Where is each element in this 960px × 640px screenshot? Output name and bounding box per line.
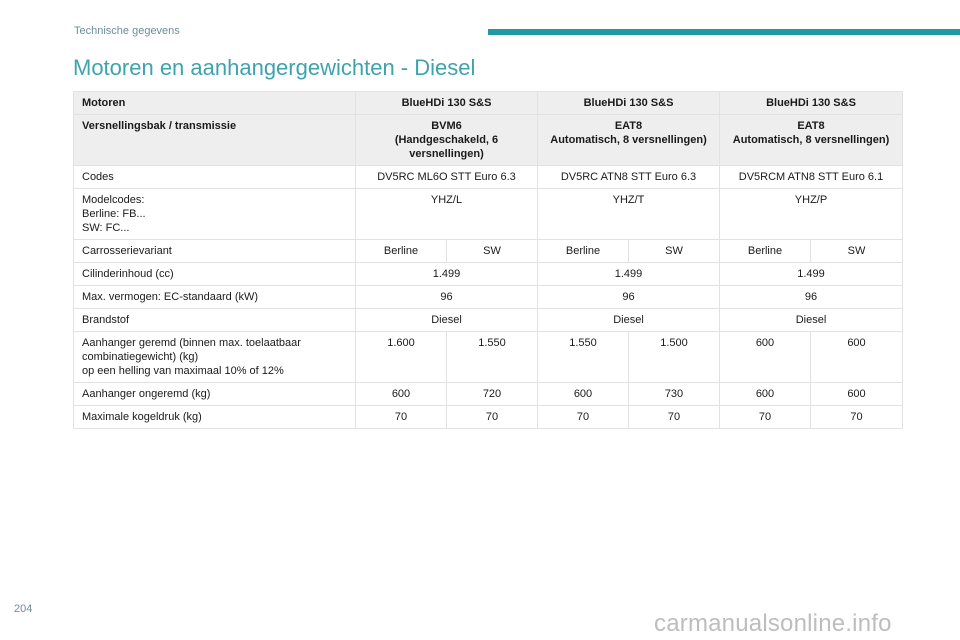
table-row-power — [74, 286, 903, 309]
power-value: 96 — [720, 286, 903, 309]
noseweight-value: 70 — [538, 406, 629, 429]
table-row-engines — [74, 92, 903, 115]
row-label-displacement: Cilinderinhoud (cc) — [74, 263, 356, 286]
body-value: SW — [447, 240, 538, 263]
noseweight-value: 70 — [720, 406, 811, 429]
braked-value: 600 — [720, 332, 811, 383]
power-value: 96 — [356, 286, 538, 309]
body-value: SW — [811, 240, 903, 263]
noseweight-value: 70 — [447, 406, 538, 429]
model-code-value: YHZ/L — [356, 189, 538, 240]
braked-value: 1.500 — [629, 332, 720, 383]
unbraked-value: 600 — [538, 383, 629, 406]
braked-value: 1.550 — [538, 332, 629, 383]
body-value: Berline — [720, 240, 811, 263]
row-label-codes: Codes — [74, 166, 356, 189]
row-label-model-codes: Modelcodes: Berline: FB... SW: FC... — [74, 189, 356, 240]
displacement-value: 1.499 — [356, 263, 538, 286]
section-label: Technische gegevens — [74, 25, 180, 37]
row-label-gearbox: Versnellingsbak / transmissie — [74, 115, 356, 166]
fuel-value: Diesel — [538, 309, 720, 332]
power-value: 96 — [538, 286, 720, 309]
body-value: Berline — [356, 240, 447, 263]
row-label-power: Max. vermogen: EC-standaard (kW) — [74, 286, 356, 309]
table-row-fuel — [74, 309, 903, 332]
table-row-noseweight — [74, 406, 903, 429]
unbraked-value: 600 — [356, 383, 447, 406]
row-label-unbraked-trailer: Aanhanger ongeremd (kg) — [74, 383, 356, 406]
unbraked-value: 720 — [447, 383, 538, 406]
table-row-codes — [74, 166, 903, 189]
unbraked-value: 730 — [629, 383, 720, 406]
table-row-gearbox — [74, 115, 903, 166]
code-value: DV5RC ML6O STT Euro 6.3 — [356, 166, 538, 189]
noseweight-value: 70 — [811, 406, 903, 429]
engine-name: BlueHDi 130 S&S — [720, 92, 903, 115]
fuel-value: Diesel — [356, 309, 538, 332]
gearbox-value: BVM6 (Handgeschakeld, 6 versnellingen) — [356, 115, 538, 166]
table-row-displacement — [74, 263, 903, 286]
braked-value: 600 — [811, 332, 903, 383]
watermark: carmanualsonline.info — [654, 610, 892, 637]
model-code-value: YHZ/T — [538, 189, 720, 240]
row-label-noseweight: Maximale kogeldruk (kg) — [74, 406, 356, 429]
table-row-braked-trailer — [74, 332, 903, 383]
noseweight-value: 70 — [356, 406, 447, 429]
header-accent-bar — [488, 29, 960, 35]
body-value: Berline — [538, 240, 629, 263]
engine-name: BlueHDi 130 S&S — [538, 92, 720, 115]
gearbox-value: EAT8 Automatisch, 8 versnellingen) — [538, 115, 720, 166]
model-code-value: YHZ/P — [720, 189, 903, 240]
row-label-engines: Motoren — [74, 92, 356, 115]
braked-value: 1.550 — [447, 332, 538, 383]
table-row-body — [74, 240, 903, 263]
row-label-body: Carrosserievariant — [74, 240, 356, 263]
code-value: DV5RCM ATN8 STT Euro 6.1 — [720, 166, 903, 189]
page-number: 204 — [14, 603, 33, 615]
row-label-braked-trailer: Aanhanger geremd (binnen max. toelaatbaar combinatiegewicht) (kg) op een helling van maximaal 10% of 12% — [74, 332, 356, 383]
page-title: Motoren en aanhangergewichten - Diesel — [73, 55, 476, 80]
row-label-fuel: Brandstof — [74, 309, 356, 332]
noseweight-value: 70 — [629, 406, 720, 429]
body-value: SW — [629, 240, 720, 263]
engine-spec-table — [73, 91, 903, 429]
table-row-unbraked-trailer — [74, 383, 903, 406]
braked-value: 1.600 — [356, 332, 447, 383]
displacement-value: 1.499 — [720, 263, 903, 286]
engine-name: BlueHDi 130 S&S — [356, 92, 538, 115]
displacement-value: 1.499 — [538, 263, 720, 286]
code-value: DV5RC ATN8 STT Euro 6.3 — [538, 166, 720, 189]
gearbox-value: EAT8 Automatisch, 8 versnellingen) — [720, 115, 903, 166]
unbraked-value: 600 — [811, 383, 903, 406]
fuel-value: Diesel — [720, 309, 903, 332]
table-row-model-codes — [74, 189, 903, 240]
unbraked-value: 600 — [720, 383, 811, 406]
